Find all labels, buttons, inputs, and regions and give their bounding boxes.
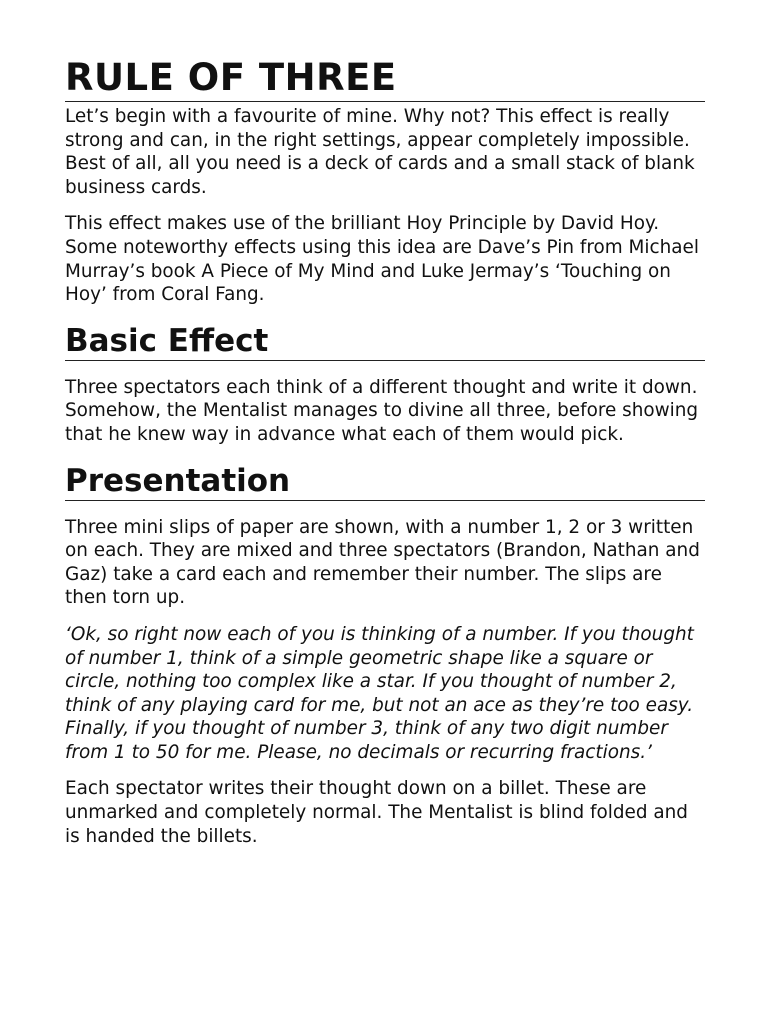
section-heading-presentation: Presentation (65, 462, 705, 501)
intro-paragraph-2: This effect makes use of the brilliant Hoy Principle by David Hoy. Some noteworthy effects using this idea are Dave’s Pin from Michael Murray’s book A Piece of My Mind and Luke Jermay’s ‘Touching on Hoy’ from Coral Fang. (65, 213, 699, 306)
basic-effect-paragraph: Three spectators each think of a different thought and write it down. Somehow, the Mentalist manages to divine all three, before showing that he knew way in advance what each of them would pick. (65, 376, 699, 445)
intro-paragraph-1: Let’s begin with a favourite of mine. Why not? This effect is really strong and can, in the right settings, appear completely impossible. Best of all, all you need is a deck of cards and a small stack of blank business cards. (65, 106, 695, 198)
section-heading-basic-effect: Basic Effect (65, 322, 705, 361)
presentation-paragraph-2: Each spectator writes their thought down on a billet. These are unmarked and completely normal. The Mentalist is blind folded and is handed the billets. (65, 778, 688, 847)
document-page (65, 56, 705, 848)
presentation-quote: ‘Ok, so right now each of you is thinking of a number. If you thought of number 1, think of a simple geometric shape like a square or circle, nothing too complex like a star. If you thought of number 2, think of any playing card for me, but not an ace as they’re too easy. Finally, if you thought of number 3, think of any two digit number from 1 to 50 for me. Please, no decimals or recurring fractions.’ (65, 623, 694, 763)
page-title: RULE OF THREE (65, 56, 705, 102)
presentation-paragraph-1: Three mini slips of paper are shown, with a number 1, 2 or 3 written on each. They are mixed and three spectators (Brandon, Nathan and Gaz) take a card each and remember their number. The slips are then torn up. (65, 516, 700, 609)
